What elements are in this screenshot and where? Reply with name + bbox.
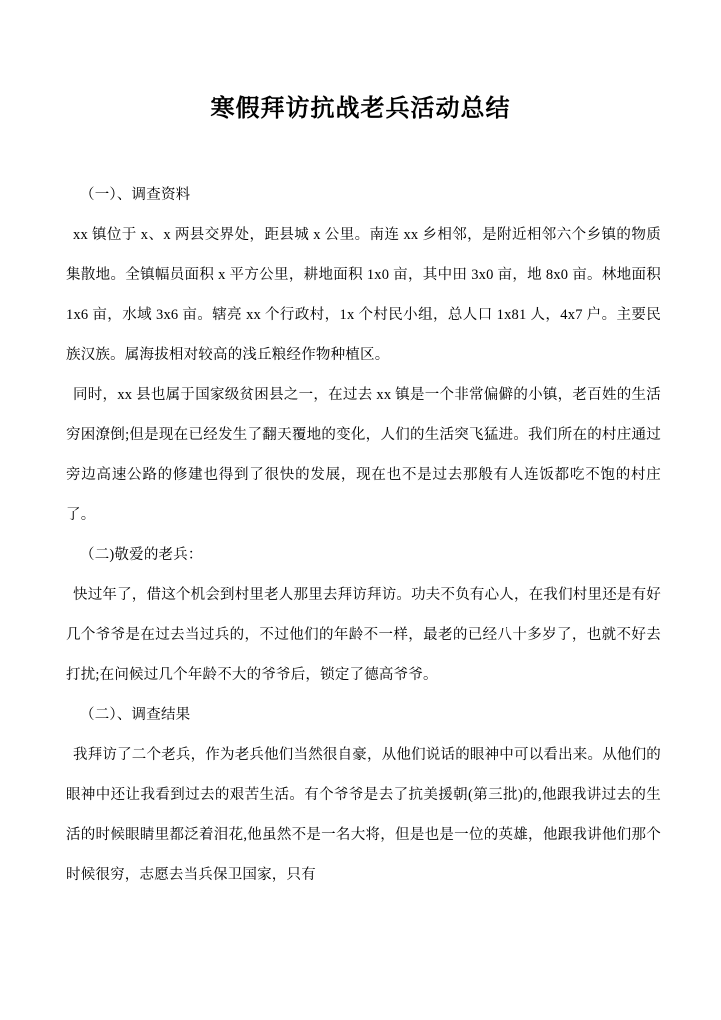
paragraph-section-1-body-1: xx 镇位于 x、x 两县交界处，距县城 x 公里。南连 xx 乡相邻，是附近相邻六个乡镇的物质集散地。全镇幅员面积 x 平方公里，耕地面积 1x0 亩，其中田 3x0 亩，地 8x0 亩。林地面积 1x6 亩，水域 3x6 亩。辖亮 xx 个行政村，1x 个村民小组，总人口 1x81 人，4x7 户。主要民族汉族。属海拔相对较高的浅丘粮经作物种植区。 xyxy=(66,227,661,363)
paragraph-section-2-heading: （二)敬爱的老兵： xyxy=(80,547,203,563)
document-body xyxy=(0,175,721,895)
paragraph-section-1-body-2: 同时，xx 县也属于国家级贫困县之一，在过去 xx 镇是一个非常偏僻的小镇，老百姓的生活穷困潦倒;但是现在已经发生了翻天覆地的变化，人们的生活突飞猛进。我们所在的村庄通过旁边高速公路的修建也得到了很快的发展，现在也不是过去那般有人连饭都吃不饱的村庄了。 xyxy=(66,387,661,523)
paragraph-section-2-body-1: 快过年了，借这个机会到村里老人那里去拜访拜访。功夫不负有心人，在我们村里还是有好几个爷爷是在过去当过兵的，不过他们的年龄不一样，最老的已经八十多岁了，也就不好去打扰;在问候过几个年龄不大的爷爷后，锁定了德高爷爷。 xyxy=(66,587,661,683)
paragraph-section-1-heading: （一）、调查资料 xyxy=(80,187,191,203)
paragraph-section-3-heading: （二）、调查结果 xyxy=(80,707,191,723)
page-title: 寒假拜访抗战老兵活动总结 xyxy=(210,95,511,122)
paragraph-section-3-body-1: 我拜访了二个老兵，作为老兵他们当然很自豪，从他们说话的眼神中可以看出来。从他们的眼神中还让我看到过去的艰苦生活。有个爷爷是去了抗美援朝(第三批)的,他跟我讲过去的生活的时候眼睛里都泛着泪花,他虽然不是一名大将，但是也是一位的英雄，他跟我讲他们那个时候很穷，志愿去当兵保卫国家，只有 xyxy=(66,747,661,883)
